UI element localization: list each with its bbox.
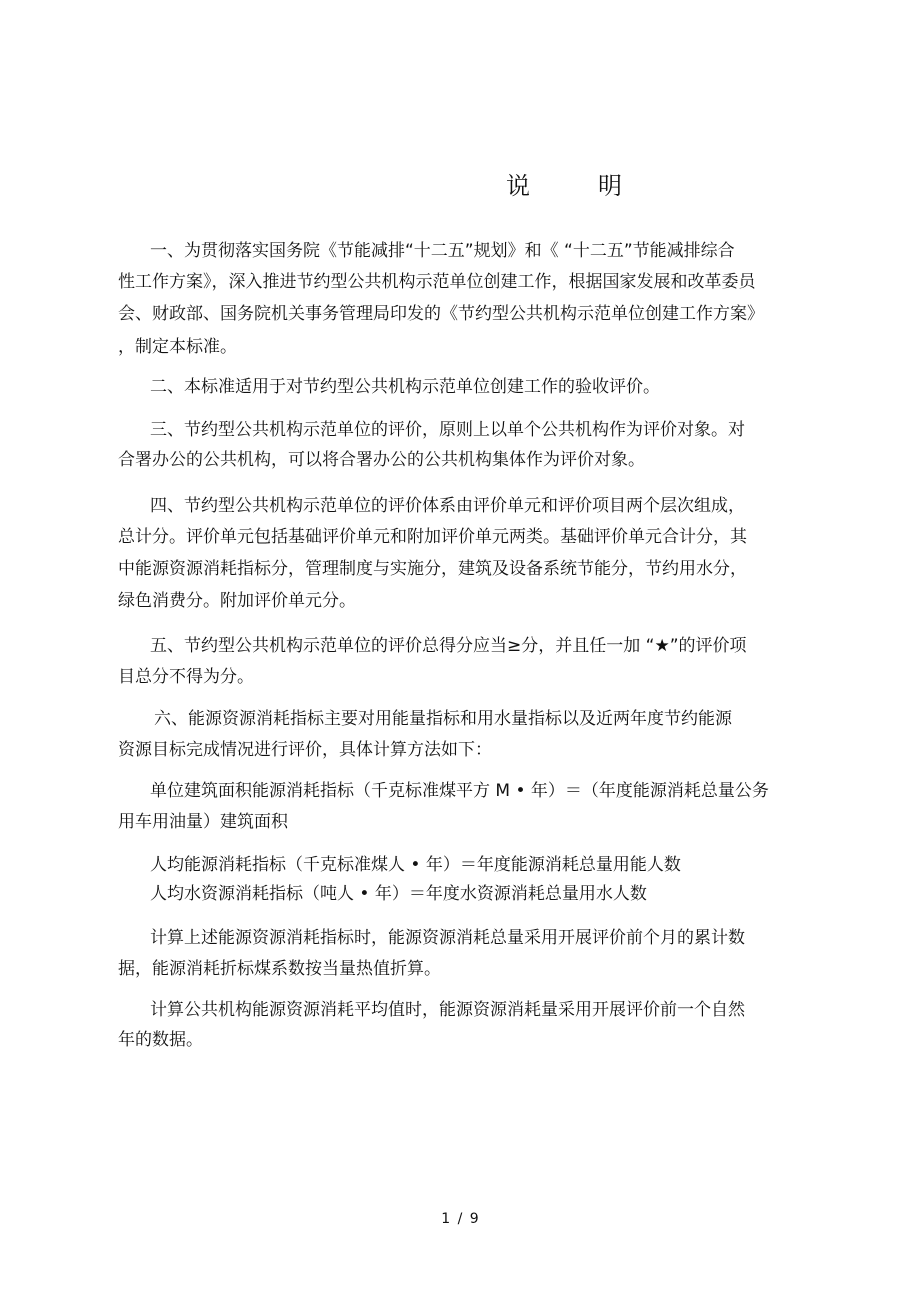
- formula-line: 用车用油量）建筑面积: [118, 812, 288, 832]
- paragraph-line: 据，能源消耗折标煤系数按当量热值折算。: [118, 959, 441, 979]
- paragraph-line: 六、能源资源消耗指标主要对用能量指标和用水量指标以及近两年度节约能源: [154, 709, 732, 729]
- paragraph-line: 五、节约型公共机构示范单位的评价总得分应当≥分，并且任一加 “★”的评价项: [150, 636, 747, 656]
- paragraph-line: 绿色消费分。附加评价单元分。: [118, 591, 356, 611]
- paragraph-line: ，制定本标准。: [118, 337, 237, 357]
- paragraph-line: 中能源资源消耗指标分，管理制度与实施分，建筑及设备系统节能分，节约用水分，: [118, 559, 747, 579]
- paragraph-line: 目总分不得为分。: [118, 667, 254, 687]
- paragraph-line: 一、为贯彻落实国务院《节能减排“十二五”规划》和《 “十二五”节能减排综合: [150, 241, 735, 261]
- paragraph-line: 四、节约型公共机构示范单位的评价体系由评价单元和评价项目两个层次组成，: [150, 496, 745, 516]
- paragraph-line: 计算上述能源资源消耗指标时，能源资源消耗总量采用开展评价前个月的累计数: [150, 928, 745, 948]
- paragraph-line: 资源目标完成情况进行评价，具体计算方法如下：: [118, 740, 492, 760]
- paragraph-line: 二、本标准适用于对节约型公共机构示范单位创建工作的验收评价。: [150, 377, 660, 397]
- page-number: 1 / 9: [441, 1211, 479, 1227]
- formula-line: 人均能源消耗指标（千克标准煤人 • 年）＝年度能源消耗总量用能人数: [150, 855, 681, 875]
- paragraph-line: 计算公共机构能源资源消耗平均值时，能源资源消耗量采用开展评价前一个自然: [150, 1000, 745, 1020]
- paragraph-line: 性工作方案》，深入推进节约型公共机构示范单位创建工作，根据国家发展和改革委员: [118, 272, 756, 292]
- paragraph-line: 年的数据。: [118, 1030, 203, 1050]
- page-title: 说 明: [506, 172, 644, 200]
- formula-line: 人均水资源消耗指标（吨人 • 年）＝年度水资源消耗总量用水人数: [150, 884, 647, 904]
- formula-line: 单位建筑面积能源消耗指标（千克标准煤平方 M • 年）＝（年度能源消耗总量公务: [150, 781, 769, 801]
- paragraph-line: 会、财政部、国务院机关事务管理局印发的《节约型公共机构示范单位创建工作方案》: [118, 304, 764, 324]
- paragraph-line: 三、节约型公共机构示范单位的评价，原则上以单个公共机构作为评价对象。对: [150, 420, 745, 440]
- paragraph-line: 合署办公的公共机构，可以将合署办公的公共机构集体作为评价对象。: [118, 450, 645, 470]
- paragraph-line: 总计分。评价单元包括基础评价单元和附加评价单元两类。基础评价单元合计分，其: [118, 527, 747, 547]
